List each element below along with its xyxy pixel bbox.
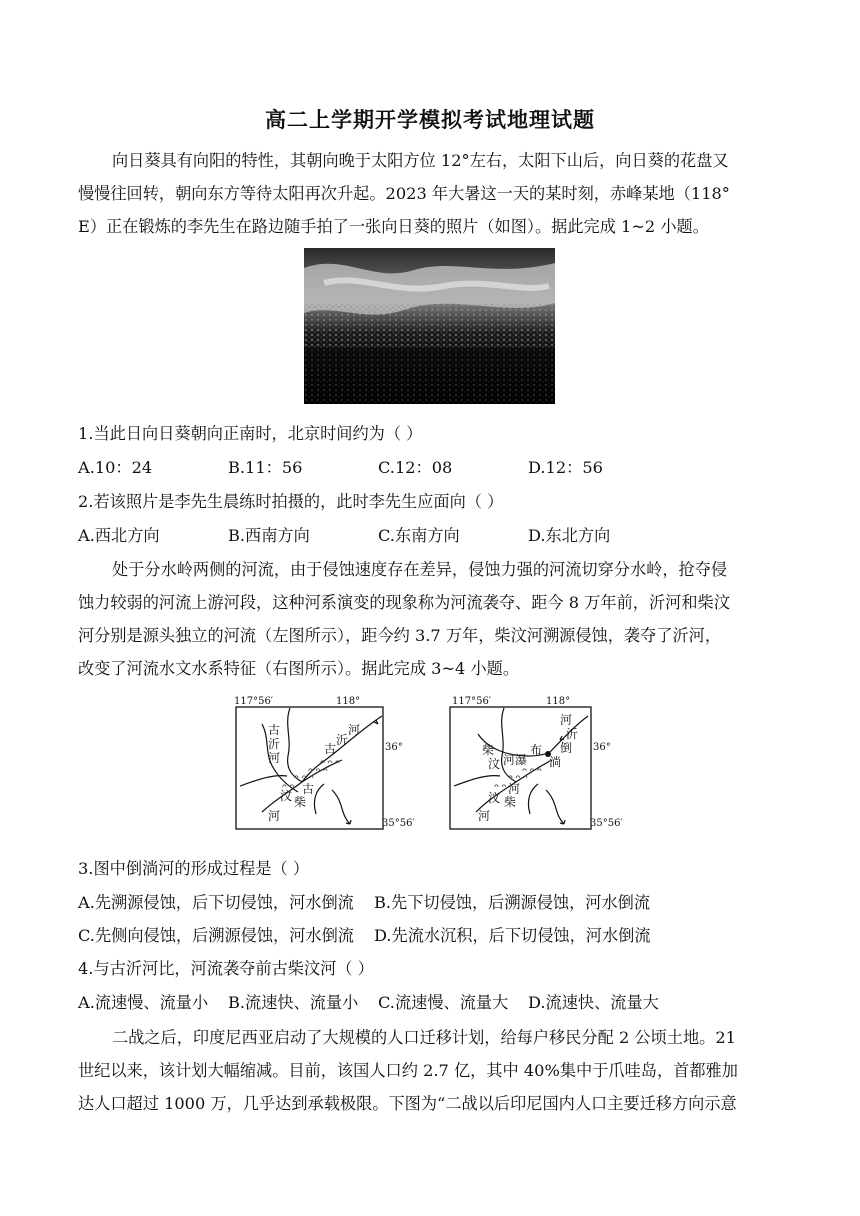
map-left-label: 柴 [294, 795, 307, 809]
map-right-lon-left: 117°56′ [452, 696, 492, 707]
map-right-lon-right: 118° [546, 696, 571, 707]
map-left-label: 河 [268, 751, 281, 765]
q3-option-c[interactable]: C.先侧向侵蚀，后溯源侵蚀，河水倒流 [78, 926, 354, 945]
svg-text:ᴖ ᴖ ᴖ: ᴖ ᴖ ᴖ [294, 773, 314, 782]
passage3-line1: 二战之后，印度尼西亚启动了大规模的人口迁移计划，给每户移民分配 2 公顷土地。21 [112, 1028, 736, 1047]
map-left-label: 沂 [336, 733, 349, 747]
q4-option-b[interactable]: B.流速快、流量小 [228, 993, 359, 1012]
svg-text:ᴖ ᴖ ᴖ: ᴖ ᴖ ᴖ [320, 758, 340, 767]
q2-option-c[interactable]: C.东南方向 [378, 526, 460, 545]
passage1-line3: E）正在锻炼的李先生在路边随手拍了一张向日葵的照片（如图）。据此完成 1~2 小题。 [78, 217, 709, 236]
q4-options [78, 989, 678, 1013]
q4-option-c[interactable]: C.流速慢、流量大 [378, 993, 509, 1012]
map-left-label: 河 [268, 809, 281, 823]
map-right-label: 河 [560, 713, 573, 727]
map-left-lat-bottom: 35°56′ [382, 818, 415, 829]
passage2-line2: 蚀力较弱的河流上游河段，这种河系演变的现象称为河流袭夺、距今 8 万年前，沂河和柴汶 [78, 593, 730, 612]
q2-option-b[interactable]: B.西南方向 [228, 526, 310, 545]
passage2-line3: 河分别是源头独立的河流（左图所示），距今约 3.7 万年，柴汶河溯源侵蚀，袭夺了沂河， [78, 626, 722, 645]
map-right-label: 柴 [504, 795, 517, 809]
map-right-label: 河 [503, 753, 516, 767]
q2-option-d[interactable]: D.东北方向 [528, 526, 611, 545]
q1-option-c[interactable]: C.12：08 [378, 458, 453, 477]
q3-options-row1 [78, 889, 650, 913]
q3-options-row2 [78, 922, 651, 946]
map-right-label: 沂 [566, 727, 579, 741]
q3-stem: 3.图中倒淌河的形成过程是（ ） [78, 859, 310, 878]
svg-text:ᴖ ᴖ: ᴖ ᴖ [282, 782, 295, 791]
q2-stem: 2.若该照片是李先生晨练时拍摄的，此时李先生应面向（ ） [78, 492, 504, 511]
q3-option-b[interactable]: B.先下切侵蚀，后溯源侵蚀，河水倒流 [374, 893, 651, 912]
map-right-label: 柴 [482, 743, 495, 757]
q2-options [78, 522, 678, 546]
sunflower-photo [304, 248, 555, 404]
map-right-label: 淌 [549, 755, 562, 769]
q1-option-d[interactable]: D.12：56 [528, 458, 603, 477]
map-before-capture [232, 694, 426, 834]
q1-option-b[interactable]: B.11：56 [228, 458, 303, 477]
passage3-line2: 世纪以来，该计划大幅缩减。目前，该国人口约 2.7 亿，其中 40%集中于爪哇岛，首都雅加 [78, 1061, 738, 1080]
map-right-lat-bottom: 35°56′ [590, 818, 623, 829]
map-right-label: 瀑 [515, 753, 528, 767]
map-right-label: 河 [478, 809, 491, 823]
map-right-label: 倒 [560, 741, 573, 755]
map-left-label: 河 [348, 723, 361, 737]
map-left-label: 汶 [280, 789, 293, 803]
q3-option-a[interactable]: A.先溯源侵蚀，后下切侵蚀，河水倒流 [78, 893, 354, 912]
passage1-line1: 向日葵具有向阳的特性，其朝向晚于太阳方位 12°左右，太阳下山后，向日葵的花盘又 [112, 151, 729, 170]
map-left-lon-left: 117°56′ [234, 696, 274, 707]
q4-option-d[interactable]: D.流速快、流量大 [528, 993, 659, 1012]
q1-stem: 1.当此日向日葵朝向正南时，北京时间约为（ ） [78, 424, 423, 443]
q1-options [78, 454, 678, 478]
page-title: 高二上学期开学模拟考试地理试题 [265, 108, 595, 132]
map-right-label: 汶 [488, 791, 501, 805]
passage2-line1: 处于分水岭两侧的河流，由于侵蚀速度存在差异，侵蚀力强的河流切穿分水岭，抢夺侵 [112, 560, 728, 579]
q3-option-d[interactable]: D.先流水沉积，后下切侵蚀，河水倒流 [374, 926, 651, 945]
map-left-label: 古 [324, 742, 337, 756]
map-right-lat-top: 36° [593, 742, 611, 753]
svg-text:ᴖ ᴖ ᴖ: ᴖ ᴖ ᴖ [308, 766, 328, 775]
q4-option-a[interactable]: A.流速慢、流量小 [78, 993, 209, 1012]
q2-option-a[interactable]: A.西北方向 [78, 526, 160, 545]
map-right-label: 河 [508, 782, 521, 796]
map-left-label: 古 [302, 782, 315, 796]
map-right-label: 布 [530, 743, 543, 757]
map-after-capture [448, 694, 642, 834]
passage3-line3: 达人口超过 1000 万，几乎达到承载极限。下图为“二战以后印尼国内人口主要迁移方向示意 [78, 1094, 737, 1113]
map-right-label: 汶 [488, 757, 501, 771]
q4-stem: 4.与古沂河比，河流袭夺前古柴汶河（ ） [78, 959, 374, 978]
passage1-line2: 慢慢往回转，朝向东方等待太阳再次升起。2023 年大暑这一天的某时刻，赤峰某地（118° [78, 184, 730, 203]
svg-text:ᴖ ᴖ: ᴖ ᴖ [494, 782, 507, 791]
passage2-line4: 改变了河流水文水系特征（右图所示）。据此完成 3~4 小题。 [78, 659, 520, 678]
q1-option-a[interactable]: A.10：24 [78, 458, 153, 477]
map-left-lon-right: 118° [336, 696, 361, 707]
map-left-lat-top: 36° [385, 742, 403, 753]
svg-text:ᴖ ᴖ ᴖ: ᴖ ᴖ ᴖ [508, 773, 528, 782]
map-left-label: 沂 [268, 737, 281, 751]
svg-text:ᴖ ᴖ ᴖ: ᴖ ᴖ ᴖ [522, 766, 542, 775]
map-left-label: 古 [268, 723, 281, 737]
